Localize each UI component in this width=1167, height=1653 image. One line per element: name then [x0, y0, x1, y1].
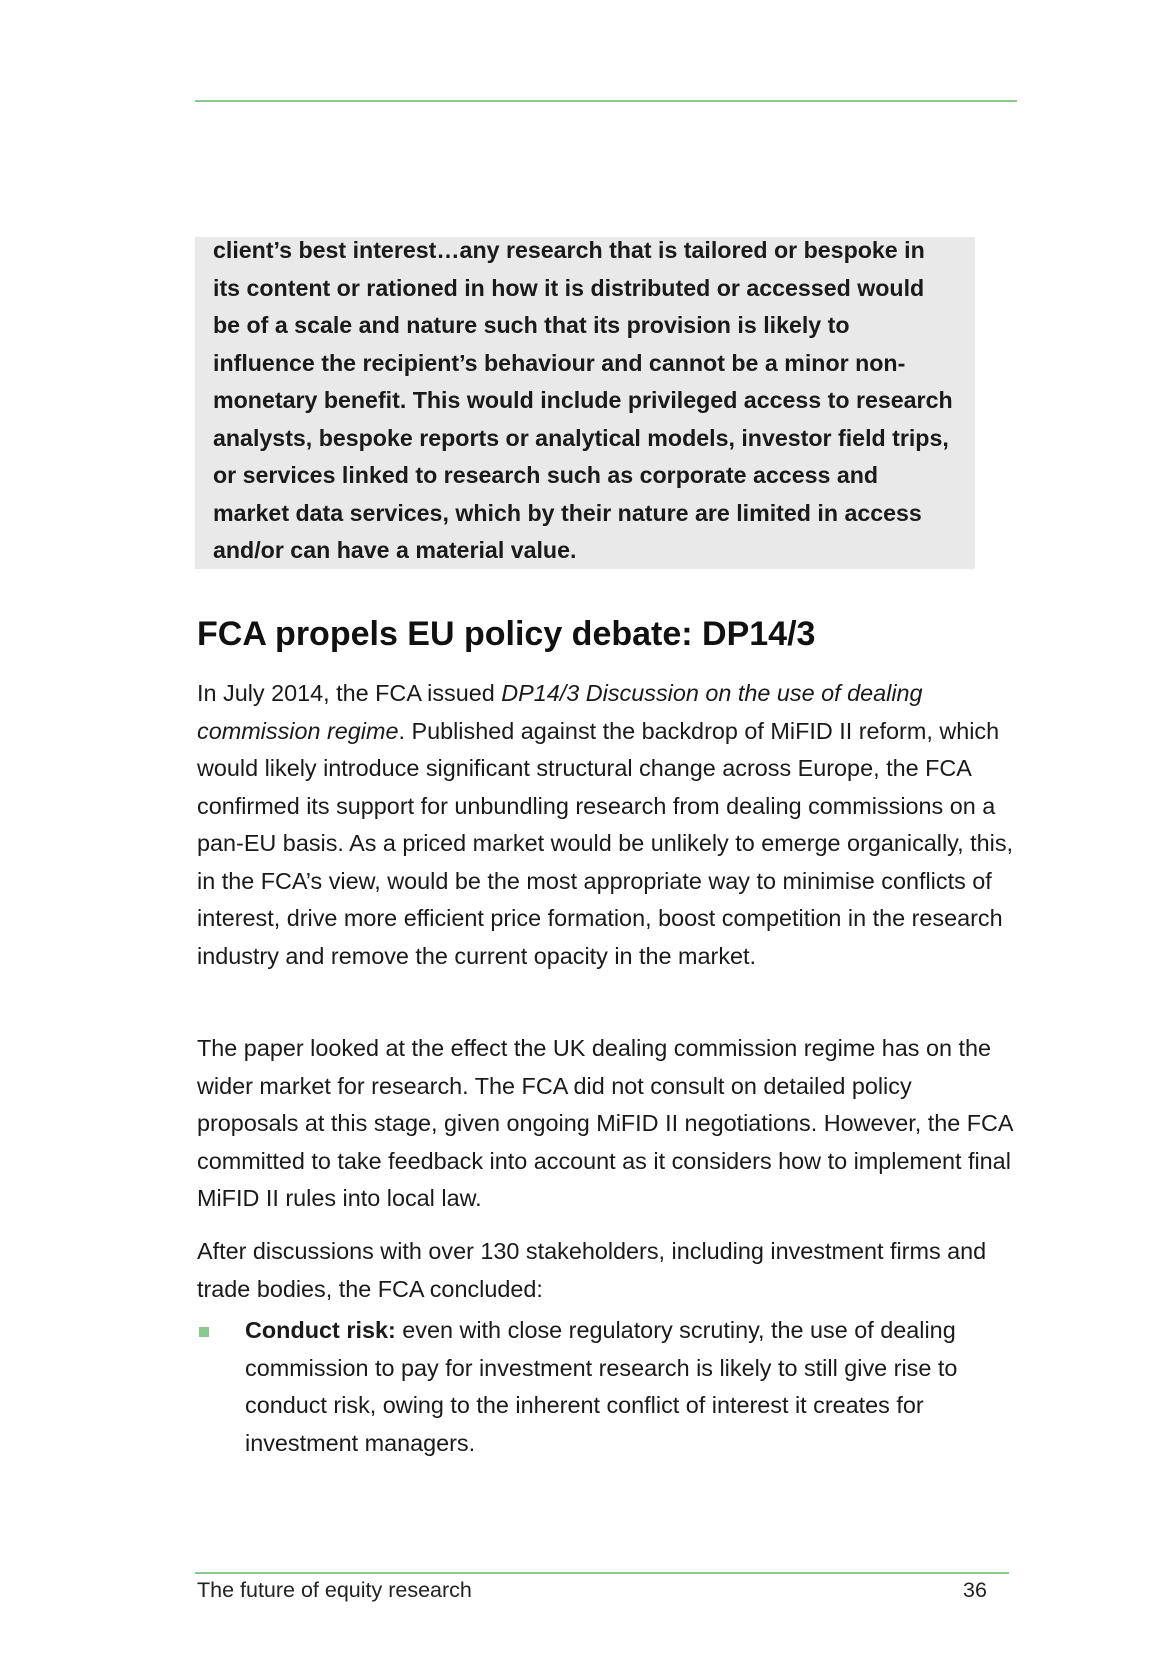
document-title: DP14/3 Discussion on the use of dealing commission regime [197, 680, 923, 744]
header-rule [195, 100, 1017, 102]
bullet-item-conduct-risk [197, 1312, 1017, 1462]
square-bullet-icon [199, 1327, 209, 1337]
paragraph-conclusions-intro: After discussions with over 130 stakeholders, including investment firms and trade bodies, the FCA concluded: [197, 1238, 987, 1302]
page-number: 36 [963, 1578, 987, 1602]
footer-title: The future of equity research [197, 1578, 472, 1602]
section-title: FCA propels EU policy debate: DP14/3 [197, 615, 816, 653]
footer-rule [195, 1572, 1009, 1574]
quote-text: client’s best interest…any research that is tailored or bespoke in its content or rationed in how it is distributed or accessed would be of a scale and nature such that its provision is likely to influence the recipient’s behaviour and cannot be a minor non-monetary benefit. This would include privileged access to research analysts, bespoke reports or analytical models, investor field trips, or services linked to research such as corporate access and market data services, which by their nature are limited in access and/or can have a material value. [213, 237, 953, 563]
bullet-text [245, 1312, 1017, 1462]
bullet-label: Conduct risk: [245, 1317, 396, 1343]
quote-box [195, 237, 975, 569]
paragraph-intro-lead: In July 2014, the FCA issued [197, 680, 502, 706]
paragraph-intro [197, 675, 1017, 975]
paragraph-paper-scope: The paper looked at the effect the UK dealing commission regime has on the wider market for research. The FCA did not consult on detailed policy proposals at this stage, given ongoing MiFID II negotiations. However, the FCA committed to take feedback into account as it considers how to implement final MiFID II rules into local law. [197, 1035, 1013, 1211]
bullet-body: even with close regulatory scrutiny, the use of dealing commission to pay for investment research is likely to still give rise to conduct risk, owing to the inherent conflict of interest it creates for investment managers. [245, 1317, 958, 1456]
paragraph-intro-rest: . Published against the backdrop of MiFID II reform, which would likely introduce significant structural change across Europe, the FCA confirmed its support for unbundling research from dealing commissions on a pan-EU basis. As a priced market would be unlikely to emerge organically, this, in the FCA’s view, would be the most appropriate way to minimise conflicts of interest, drive more efficient price formation, boost competition in the research industry and remove the current opacity in the market. [197, 717, 1014, 969]
